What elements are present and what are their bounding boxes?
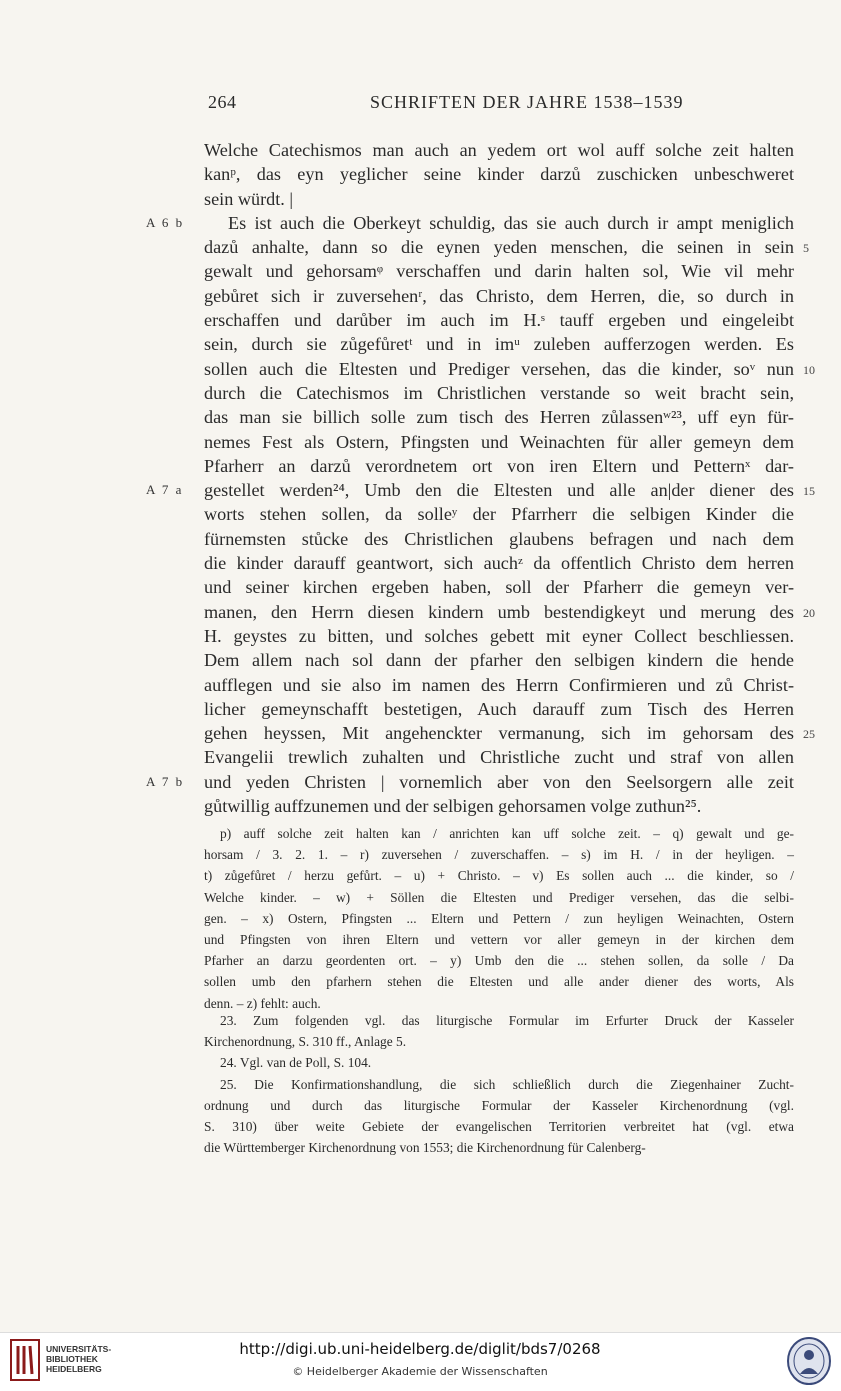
line-number: 10 bbox=[803, 362, 815, 377]
apparatus-line: gen. – x) Ostern, Pfingsten ... Eltern und Pettern / zun heyligen Weinachten, Ostern bbox=[204, 910, 794, 926]
library-logo-icon bbox=[10, 1338, 40, 1382]
text-line: und seiner kirchen ergeben haben, soll der Pfarherr die gemeyn ver- bbox=[204, 577, 794, 598]
text-line: Welche Catechismos man auch an yedem ort wol auff solche zeit halten bbox=[204, 140, 794, 160]
running-title: SCHRIFTEN DER JAHRE 1538–1539 bbox=[370, 92, 684, 112]
text-line: gůtwillig auffzunemen und der selbigen gehorsamen volge zuthun²⁵. bbox=[204, 796, 702, 817]
apparatus-line: denn. – z) fehlt: auch. bbox=[204, 995, 321, 1011]
text-line: Evangelii trewlich zuhalten und Christliche zucht und straf von allen bbox=[204, 747, 794, 768]
footnote-line: 24. Vgl. van de Poll, S. 104. bbox=[220, 1055, 372, 1071]
text-line: das man sie billich solle zum tisch des Herren zůlassenʷ²³, uff eyn für- bbox=[204, 407, 794, 428]
text-line: gestellet werden²⁴, Umb den die Eltesten und alle an|der diener des bbox=[204, 480, 794, 501]
text-line: Pfarherr an darzů verordnetem ort von iren Eltern und Petternˣ dar- bbox=[204, 455, 794, 476]
line-number: 15 bbox=[803, 484, 815, 499]
footnote-line: ordnung und durch das liturgische Formular der Kasseler Kirchenordnung (vgl. bbox=[204, 1097, 794, 1113]
main-text bbox=[204, 138, 794, 818]
text-line: durch die Catechismos im Christlichen verstande so weit bracht sein, bbox=[204, 382, 794, 403]
text-line: gewalt und gehorsamᵠ verschaffen und darin halten sol, Wie vil mehr bbox=[204, 261, 794, 282]
text-line: erschaffen und darůber im auch im H.ˢ tauff ergeben und eingeleibt bbox=[204, 310, 794, 331]
text-line: sein würdt. | bbox=[204, 188, 294, 209]
critical-apparatus bbox=[204, 823, 794, 1014]
academy-seal-icon bbox=[786, 1336, 832, 1386]
library-name bbox=[46, 1344, 111, 1374]
margin-signature: A 6 b bbox=[146, 214, 185, 230]
text-line: H. geystes zu bitten, und solches gebett mit eyner Collect beschliessen. bbox=[204, 625, 794, 646]
page-number: 264 bbox=[208, 92, 237, 112]
text-line: worts stehen sollen, da solleʸ der Pfarrherr die selbigen Kinder die bbox=[204, 504, 794, 525]
line-number: 5 bbox=[803, 241, 809, 256]
library-name-line: BIBLIOTHEK bbox=[46, 1354, 98, 1364]
footnotes bbox=[204, 1010, 794, 1158]
apparatus-line: t) zůgefůret / herzu gefůrt. – u) + Christo. – v) Es sollen auch ... die kinder, so / bbox=[204, 868, 794, 884]
text-line: sein, durch sie zůgefůretᵗ und in imᵘ zuleben aufferzogen werden. Es bbox=[204, 334, 794, 355]
copyright-notice: © Heidelberger Akademie der Wissenschaften bbox=[292, 1365, 548, 1378]
footnote-line: 23. Zum folgenden vgl. das liturgische Formular im Erfurter Druck der Kasseler bbox=[220, 1013, 794, 1028]
margin-signature: A 7 b bbox=[146, 773, 185, 789]
line-number: 25 bbox=[803, 727, 815, 742]
text-line: Dem allem nach sol dann der pfarher den selbigen kindern die hende bbox=[204, 650, 794, 671]
text-line: dazů anhalte, dann so die eynen yeden menschen, die seinen in sein bbox=[204, 237, 794, 258]
permalink-url[interactable]: http://digi.ub.uni-heidelberg.de/diglit/bds7/0268 bbox=[239, 1340, 601, 1358]
text-line: gebůret sich ir zuversehenʳ, das Christo, dem Herren, die, so durch in bbox=[204, 285, 794, 306]
footnote-line: die Württemberger Kirchenordnung von 1553; die Kirchenordnung für Calenberg- bbox=[204, 1140, 646, 1156]
footnote-line: S. 310) über weite Gebiete der evangelischen Territorien verbreitet hat (vgl. etwa bbox=[204, 1118, 794, 1134]
apparatus-line: Pfarher an darzu geordenten ort. – y) Umb den die ... stehen sollen, da solle / Da bbox=[204, 953, 794, 969]
library-name-line: HEIDELBERG bbox=[46, 1364, 102, 1374]
text-line: licher gemeynschafft bestetigen, Auch darauff zum Tisch des Herren bbox=[204, 698, 794, 719]
text-line: nemes Fest als Ostern, Pfingsten und Weinachten für aller gemeyn dem bbox=[204, 431, 794, 452]
apparatus-line: Welche kinder. – w) + Söllen die Eltesten und Prediger versehen, das die selbi- bbox=[204, 889, 794, 905]
text-line: Es ist auch die Oberkeyt schuldig, das sie auch durch ir ampt meniglich bbox=[228, 212, 794, 233]
margin-signature: A 7 a bbox=[146, 482, 184, 498]
apparatus-line: p) auff solche zeit halten kan / anrichten kan uff solche zeit. – q) gewalt und ge- bbox=[220, 826, 794, 841]
apparatus-line: horsam / 3. 2. 1. – r) zuversehen / zuverschaffen. – s) im H. / in der heyligen. – bbox=[204, 847, 794, 863]
text-line: sollen auch die Eltesten und Prediger versehen, das die kinder, soᵛ nun bbox=[204, 358, 794, 379]
text-line: aufflegen und sie also im namen des Herrn Confirmieren und zů Christ- bbox=[204, 674, 794, 695]
library-logo[interactable] bbox=[10, 1338, 130, 1384]
text-line: gehen heyssen, Mit angehenckter vermanung, sich im gehorsam des bbox=[204, 723, 794, 744]
library-name-line: UNIVERSITÄTS- bbox=[46, 1344, 112, 1354]
text-line: manen, den Herrn diesen kindern umb bestendigkeyt und merung des bbox=[204, 601, 794, 622]
apparatus-line: sollen umb den pfarhern stehen die Eltesten und alle ander diener des worts, Als bbox=[204, 974, 794, 990]
text-line: die kinder darauff geantwort, sich auchᶻ da offentlich Christo dem herren bbox=[204, 553, 794, 574]
text-line: kanᵖ, das eyn yeglicher seine kinder darzů zuschicken unbeschweret bbox=[204, 164, 794, 185]
line-number: 20 bbox=[803, 605, 815, 620]
apparatus-line: und Pfingsten von ihren Eltern und vettern vor aller gemeyn in der kirchen dem bbox=[204, 931, 794, 947]
footnote-line: Kirchenordnung, S. 310 ff., Anlage 5. bbox=[204, 1034, 407, 1050]
text-line: fürnemsten stůcke des Christlichen glaubens befragen und nach dem bbox=[204, 528, 794, 549]
text-line: und yeden Christen | vornemlich aber von den Seelsorgern alle zeit bbox=[204, 771, 794, 792]
footnote-line: 25. Die Konfirmationshandlung, die sich schließlich durch die Ziegenhainer Zucht- bbox=[220, 1076, 794, 1092]
